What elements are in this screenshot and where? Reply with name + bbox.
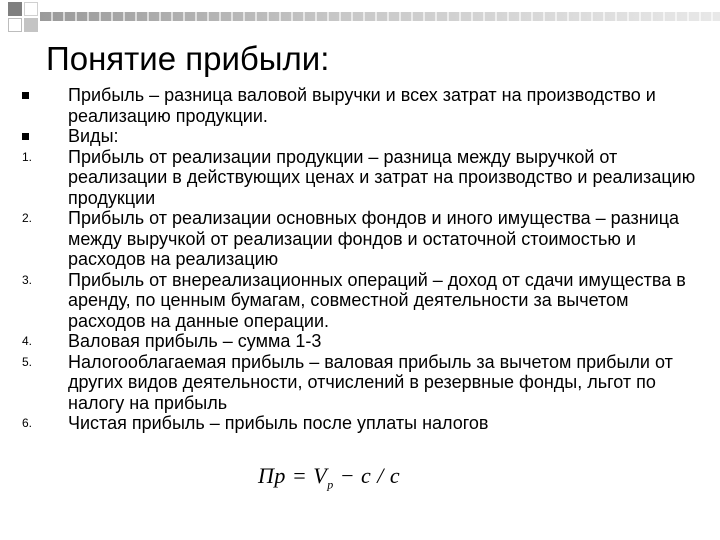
item-number: 5. <box>22 354 33 369</box>
item-number: 3. <box>22 272 33 287</box>
item-number: 2. <box>22 211 33 225</box>
formula-rhs: − c / c <box>333 463 401 488</box>
item-number: 1. <box>22 149 33 164</box>
profit-formula <box>258 463 400 492</box>
corner-square-outline <box>8 18 22 32</box>
item-text: Прибыль от внереализационных операций – доход от сдачи имущества в аренду, по ценным бумагам, совместной деятельности за вычетом расходов на данные операции. <box>68 269 686 331</box>
item-text: Прибыль – разница валовой выручки и всех затрат на производство и реализацию продукции. <box>68 85 656 126</box>
list-item <box>0 208 720 270</box>
item-number: 6. <box>22 416 33 430</box>
item-text: Прибыль от реализации основных фондов и иного имущества – разница между выручкой от реализации фондов и остаточной стоимостью и расходов на реализацию <box>68 208 680 269</box>
formula-lhs: Пр <box>258 463 286 488</box>
bullet-square-icon <box>22 85 29 106</box>
list-item <box>0 270 720 332</box>
list-item <box>0 352 720 414</box>
list-item <box>0 331 720 352</box>
item-text: Прибыль от реализации продукции – разница между выручкой от реализации в действующих ценах и затрат на производство и реализацию продукции <box>68 146 696 208</box>
item-text: Валовая прибыль – сумма 1-3 <box>68 331 322 351</box>
slide-title: Понятие прибыли: <box>46 40 330 77</box>
list-item <box>0 147 720 209</box>
bullet-square-icon <box>22 126 29 147</box>
corner-square-light <box>24 18 38 32</box>
list-item <box>0 413 720 434</box>
item-text: Налогооблагаемая прибыль – валовая прибыль за вычетом прибыли от других видов деятельности, отчислений в резервные фонды, льгот по налогу на прибыль <box>68 351 673 413</box>
content-list <box>0 85 720 434</box>
item-text: Виды: <box>68 126 119 146</box>
item-number: 4. <box>22 334 33 348</box>
formula-eq: = V <box>285 463 328 488</box>
corner-square-outline-2 <box>24 2 38 16</box>
corner-square-dark <box>8 2 22 16</box>
item-text: Чистая прибыль – прибыль после уплаты налогов <box>68 413 489 433</box>
formula-subscript: p <box>327 477 334 492</box>
list-item <box>0 126 720 147</box>
list-item <box>0 85 720 126</box>
header-decoration <box>0 0 720 40</box>
